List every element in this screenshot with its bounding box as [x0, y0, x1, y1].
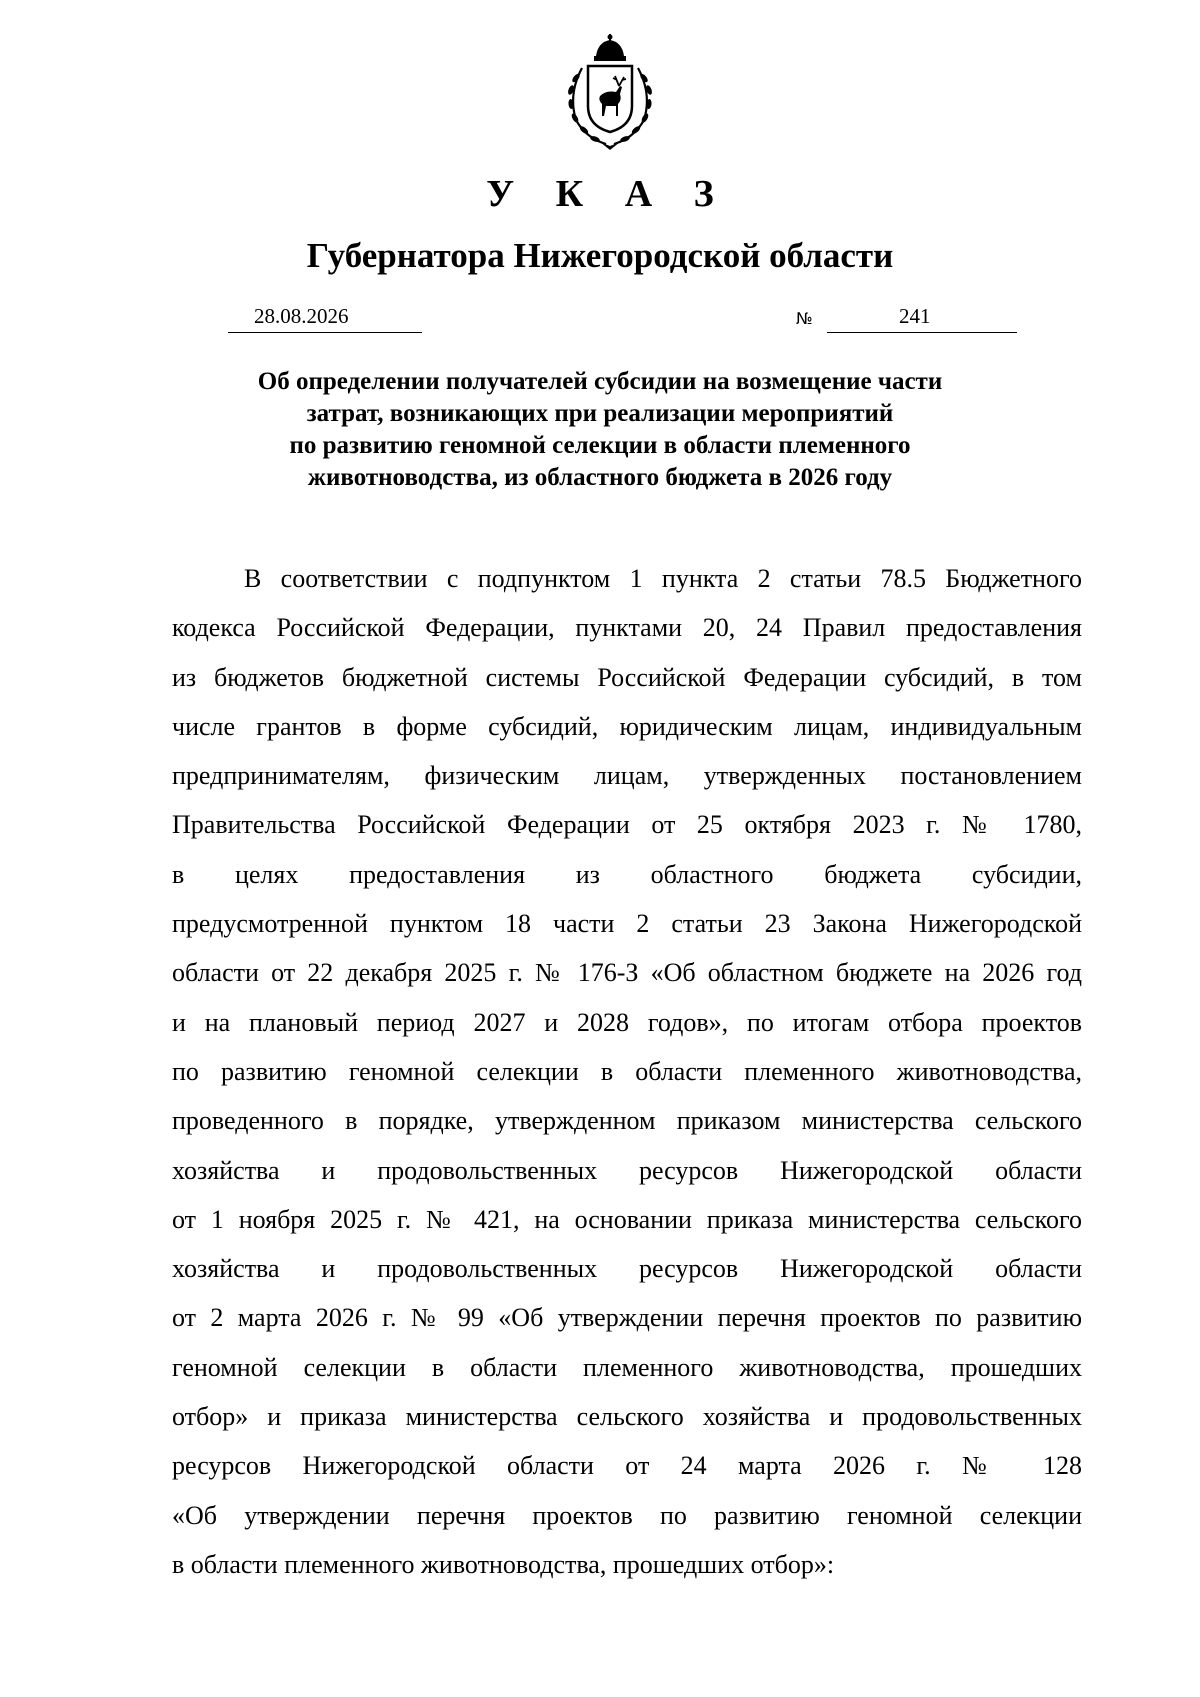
coat-of-arms-icon — [560, 34, 660, 152]
body-line: «Об утверждении перечня проектов по развитию геномной селекции — [172, 1500, 1082, 1530]
document-number: 241 — [899, 304, 931, 328]
document-issuer: Губернатора Нижегородской области — [306, 236, 894, 275]
body-line: В соответствии с подпунктом 1 пункта 2 статьи 78.5 Бюджетного — [244, 564, 1082, 593]
body-line: отбор» и приказа министерства сельского хозяйства и продовольственных — [172, 1402, 1082, 1432]
number-field — [827, 302, 1017, 333]
document-heading — [0, 366, 1200, 494]
body-line: числе грантов в форме субсидий, юридическим лицам, индивидуальным — [172, 711, 1082, 741]
body-line: кодекса Российской Федерации, пунктами 20, 24 Правил предоставления — [172, 613, 1082, 643]
body-line: предпринимателям, физическим лицам, утвержденных постановлением — [172, 761, 1082, 791]
heading-line: животноводства, из областного бюджета в 2026 году — [307, 464, 893, 491]
heading-line: по развитию геномной селекции в области племенного — [289, 432, 911, 459]
date-field — [228, 302, 422, 333]
body-line: области от 22 декабря 2025 г. № 176-З «Об областном бюджете на 2026 год — [172, 958, 1082, 988]
body-line: хозяйства и продовольственных ресурсов Нижегородской области — [172, 1155, 1082, 1185]
body-line: геномной селекции в области племенного животноводства, прошедших — [172, 1352, 1082, 1382]
body-line: по развитию геномной селекции в области племенного животноводства, — [172, 1056, 1082, 1086]
heading-line: затрат, возникающих при реализации мероприятий — [306, 400, 894, 427]
body-line: хозяйства и продовольственных ресурсов Нижегородской области — [172, 1254, 1082, 1284]
number-sign: № — [796, 309, 813, 328]
document-body — [172, 554, 1082, 1589]
body-line: в области племенного животноводства, прошедших отбор»: — [172, 1549, 835, 1579]
body-line: предусмотренной пунктом 18 части 2 статьи 23 Закона Нижегородской — [172, 909, 1082, 939]
heading-line: Об определении получателей субсидии на возмещение части — [257, 368, 943, 395]
document-date: 28.08.2026 — [254, 304, 349, 328]
document-title: У К А З — [486, 173, 730, 215]
body-line: проведенного в порядке, утвержденном приказом министерства сельского — [172, 1106, 1082, 1136]
body-line: в целях предоставления из областного бюджета субсидии, — [172, 859, 1082, 889]
body-line: от 1 ноября 2025 г. № 421, на основании приказа министерства сельского — [172, 1204, 1082, 1234]
body-line: ресурсов Нижегородской области от 24 марта 2026 г. № 128 — [172, 1451, 1082, 1481]
body-line: от 2 марта 2026 г. № 99 «Об утверждении перечня проектов по развитию — [172, 1303, 1082, 1333]
body-line: Правительства Российской Федерации от 25 октября 2023 г. № 1780, — [172, 810, 1082, 840]
body-line: и на плановый период 2027 и 2028 годов», по итогам отбора проектов — [172, 1007, 1082, 1037]
body-line: из бюджетов бюджетной системы Российской Федерации субсидий, в том — [172, 662, 1082, 692]
